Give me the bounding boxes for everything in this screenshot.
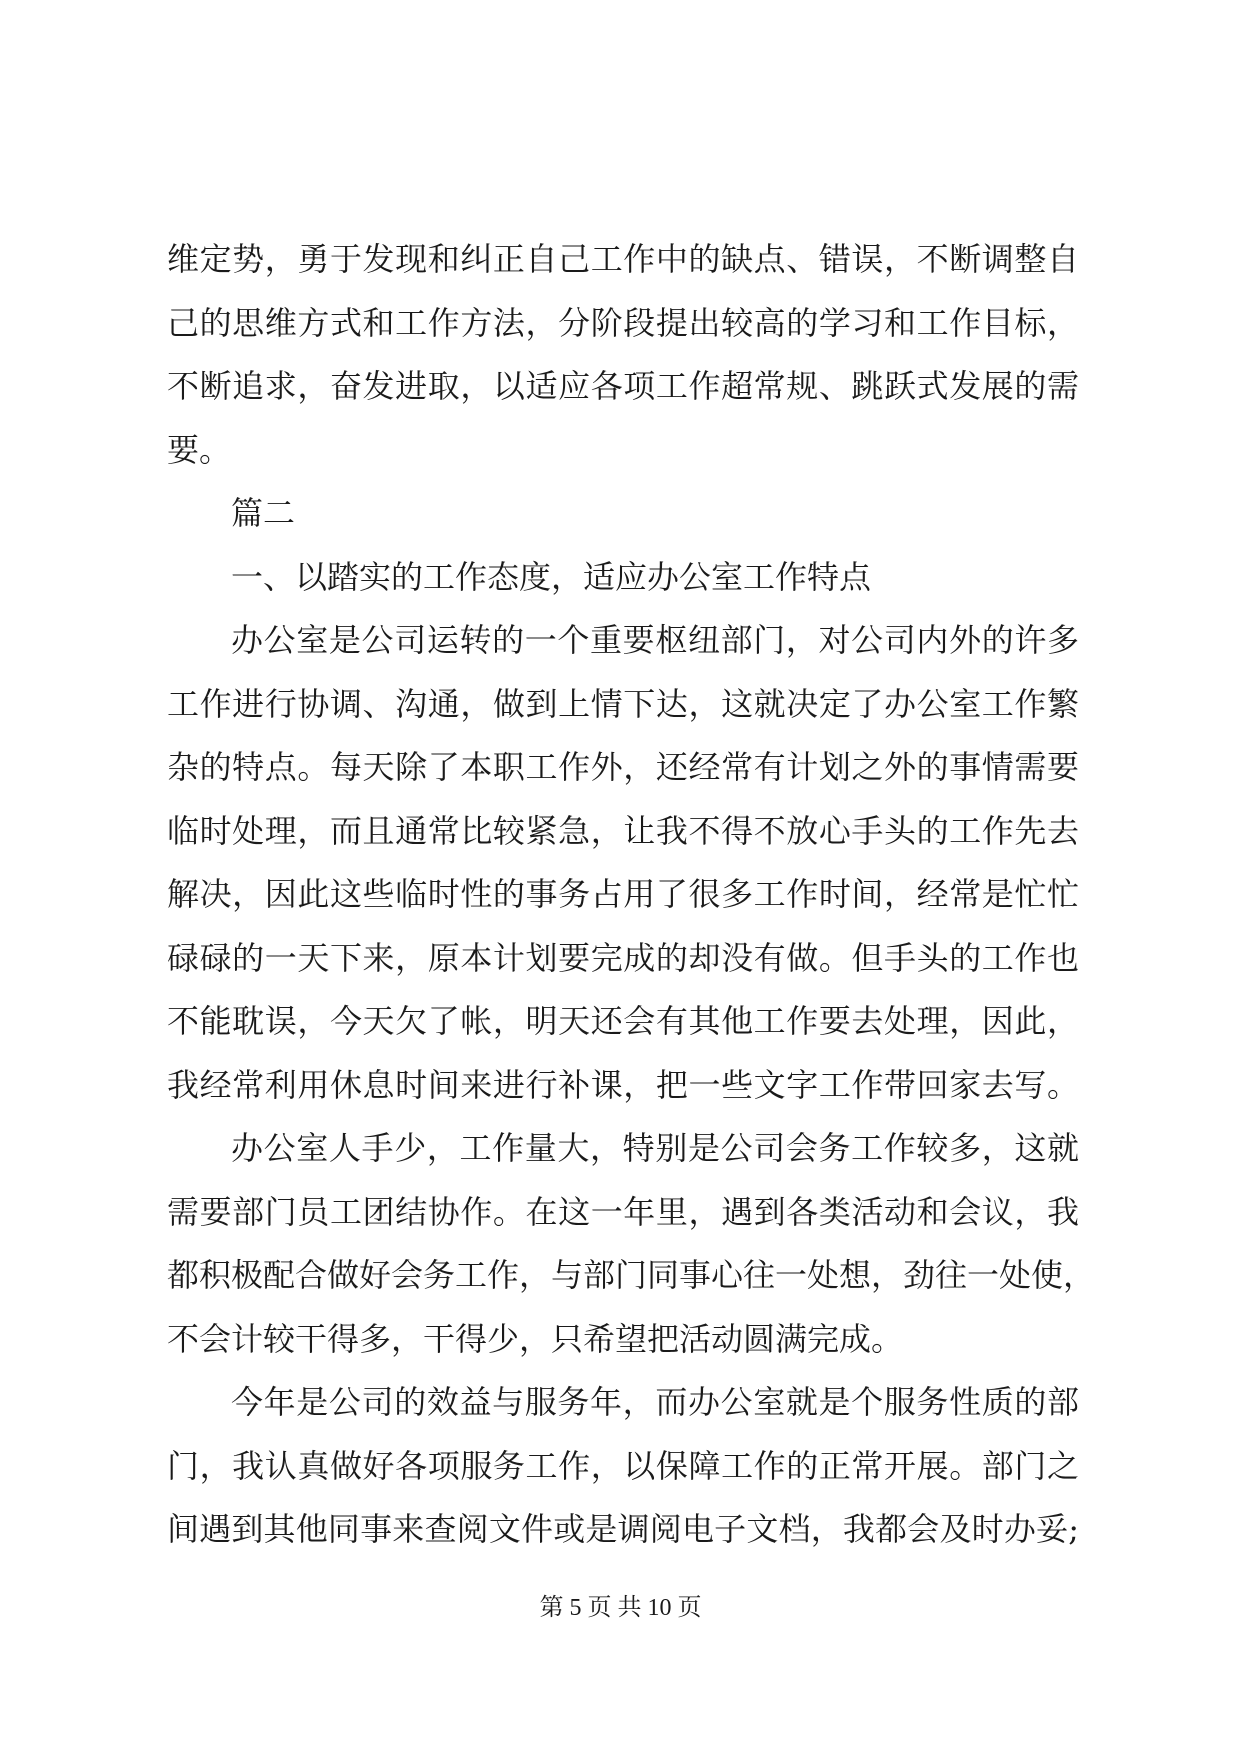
text-line: 今年是公司的效益与服务年，而办公室就是个服务性质的部 (231, 1383, 1079, 1421)
page-number-footer: 第 5 页 共 10 页 (539, 1595, 702, 1621)
text-line: 杂的特点。每天除了本职工作外，还经常有计划之外的事情需要 (167, 748, 1079, 786)
text-line: 我经常利用休息时间来进行补课，把一些文字工作带回家去写。 (167, 1065, 1079, 1104)
section-heading: 一、以踏实的工作态度，适应办公室工作特点 (231, 557, 872, 596)
text-line: 己的思维方式和工作方法，分阶段提出较高的学习和工作目标， (167, 303, 1079, 342)
document-body (167, 228, 1096, 1562)
text-line: 要。 (167, 430, 232, 469)
text-line: 办公室人手少，工作量大，特别是公司会务工作较多，这就 (231, 1129, 1079, 1167)
text-line: 需要部门员工团结协作。在这一年里，遇到各类活动和会议，我 (167, 1192, 1079, 1231)
text-line: 不会计较干得多，干得少，只希望把活动圆满完成。 (167, 1319, 904, 1358)
text-line: 工作进行协调、沟通，做到上情下达，这就决定了办公室工作繁 (167, 684, 1079, 723)
text-line: 门，我认真做好各项服务工作，以保障工作的正常开展。部门之 (167, 1446, 1079, 1485)
text-line: 碌碌的一天下来，原本计划要完成的却没有做。但手头的工作也 (167, 938, 1079, 977)
text-line: 间遇到其他同事来查阅文件或是调阅电子文档，我都会及时办妥; (167, 1510, 1079, 1548)
text-line: 都积极配合做好会务工作，与部门同事心往一处想，劲往一处使， (167, 1256, 1096, 1294)
text-line: 办公室是公司运转的一个重要枢纽部门，对公司内外的许多 (231, 621, 1079, 659)
text-line: 不断追求，奋发进取，以适应各项工作超常规、跳跃式发展的需 (167, 367, 1079, 405)
text-line: 维定势，勇于发现和纠正自己工作中的缺点、错误，不断调整自 (167, 240, 1079, 278)
text-line: 解决，因此这些临时性的事务占用了很多工作时间，经常是忙忙 (167, 875, 1079, 913)
text-line: 不能耽误，今天欠了帐，明天还会有其他工作要去处理，因此， (167, 1002, 1079, 1040)
section-title: 篇二 (231, 494, 296, 532)
text-line: 临时处理，而且通常比较紧急，让我不得不放心手头的工作先去 (167, 811, 1079, 850)
